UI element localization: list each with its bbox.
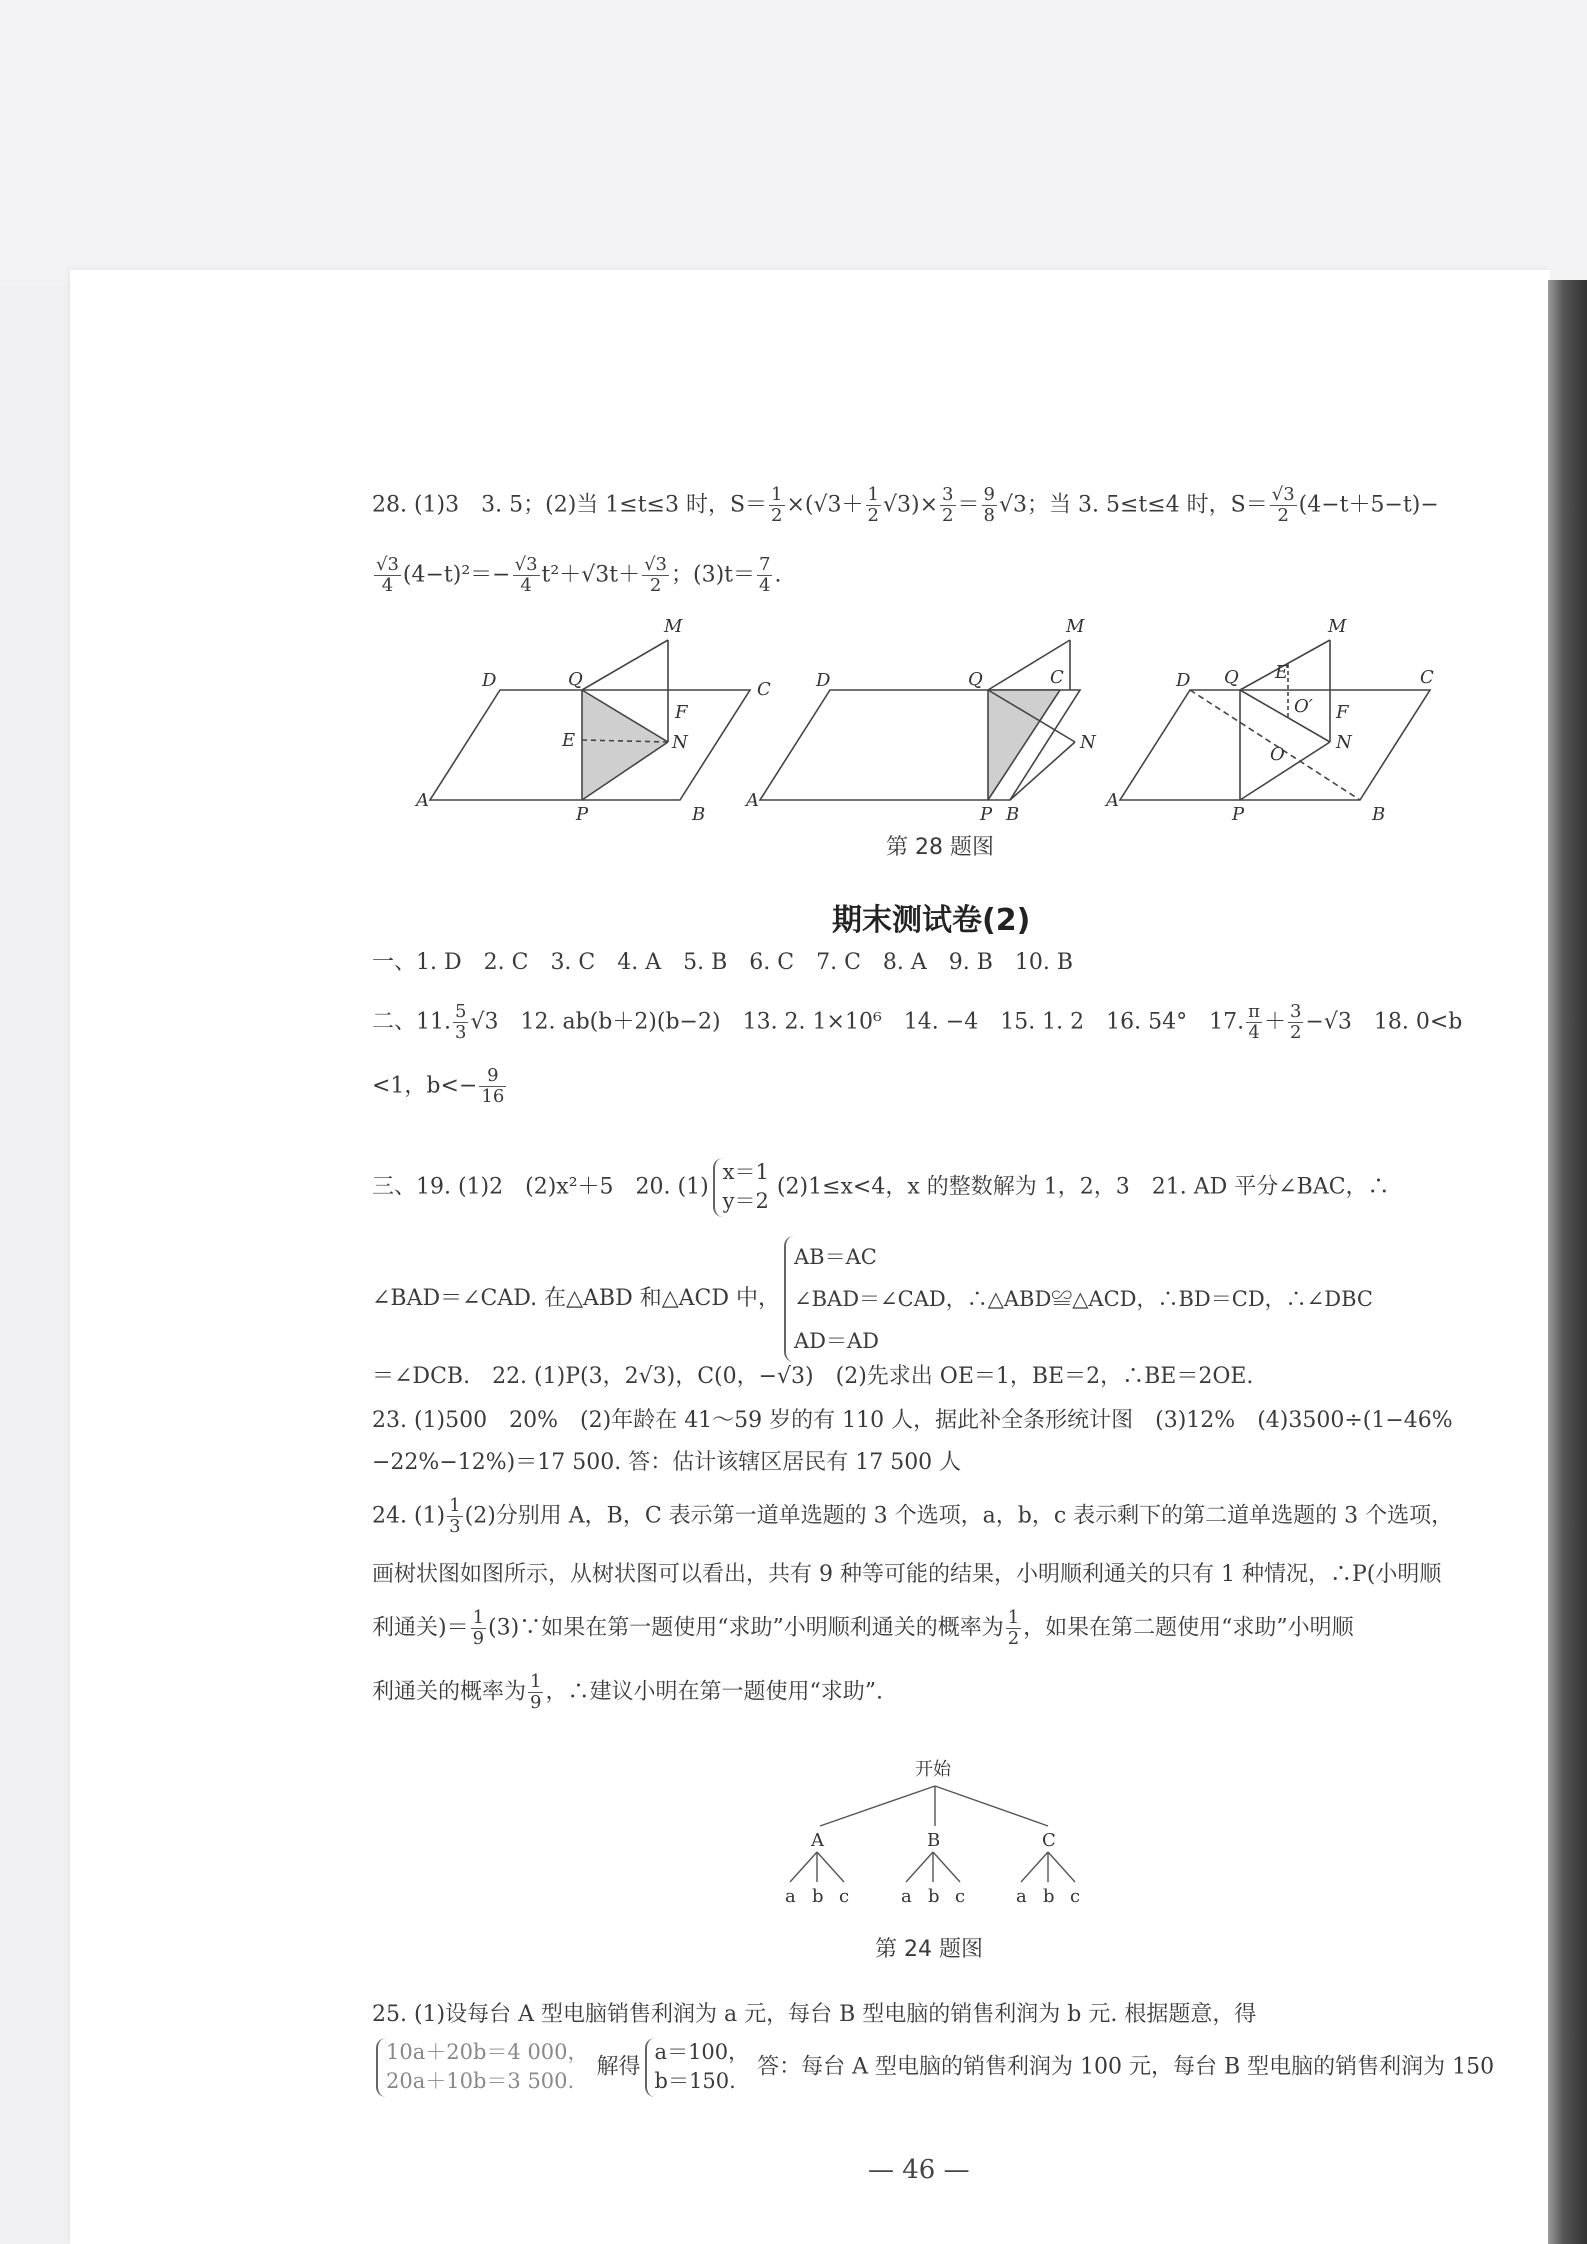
- tree-leaf-a: a: [785, 1886, 796, 1907]
- denominator: 4: [1248, 1021, 1260, 1043]
- tree-node-C: C: [1042, 1830, 1056, 1851]
- label-A: A: [1106, 790, 1119, 811]
- part-2-text: −√3 18. 0<b: [1305, 1009, 1463, 1035]
- q24-text: 24. (1): [372, 1503, 446, 1529]
- q28-text: (4−t)²＝−: [402, 562, 511, 588]
- numerator: √3: [514, 554, 538, 575]
- label-C: C: [1050, 667, 1064, 688]
- denominator: 16: [481, 1085, 505, 1107]
- q24-text: ，如果在第二题使用“求助”小明顺: [1023, 1615, 1354, 1641]
- page-edge-shadow: [1548, 280, 1587, 2244]
- denominator: 2: [942, 504, 954, 526]
- denominator: 3: [449, 1515, 461, 1537]
- fraction: [769, 485, 784, 526]
- q24-text: 利通关的概率为: [372, 1679, 527, 1705]
- tree-leaf-c: c: [955, 1886, 966, 1907]
- fraction: [1006, 1608, 1021, 1649]
- tree-root: 开始: [915, 1759, 951, 1780]
- numerator: √3: [376, 554, 399, 575]
- label-Q: Q: [968, 669, 983, 690]
- label-Q: Q: [1224, 667, 1239, 688]
- label-M: M: [664, 616, 683, 637]
- denominator: 4: [381, 574, 394, 596]
- q24-text: ，∴建议小明在第一题使用“求助”.: [545, 1679, 883, 1705]
- part-3-text: (2)1≤x<4，x 的整数解为 1，2，3 21. AD 平分∠BAC，∴: [776, 1174, 1390, 1200]
- q25-text: 答：每台 A 型电脑的销售利润为 100 元，每台 B 型电脑的销售利润为 150: [757, 2054, 1495, 2080]
- label-N: N: [1080, 732, 1096, 753]
- q28-text: t²＋√3t＋: [541, 562, 641, 588]
- tree-node-A: A: [811, 1830, 824, 1851]
- part-2-text: 二、11.: [372, 1009, 451, 1035]
- label-B: B: [692, 804, 706, 825]
- part-3-text: ∠BAD＝∠CAD. 在△ABD 和△ACD 中，: [372, 1286, 780, 1311]
- equation-system: [713, 1158, 773, 1217]
- tree-leaf-c: c: [839, 1886, 850, 1907]
- denominator: 9: [472, 1627, 485, 1649]
- denominator: 8: [983, 504, 995, 526]
- equation: x＝1: [722, 1160, 769, 1184]
- label-O-prime: O′: [1294, 696, 1313, 717]
- part-2-text: √3 12. ab(b＋2)(b−2) 13. 2. 1×10⁶ 14. −4 15. 1. 2 16. 54° 17.: [470, 1009, 1245, 1035]
- equation-system: [645, 2038, 754, 2097]
- fraction: [642, 555, 669, 596]
- part-2-line-2: [372, 1066, 508, 1107]
- equation: y＝2: [722, 1189, 769, 1214]
- label-P: P: [980, 804, 993, 825]
- label-N: N: [672, 732, 688, 753]
- denominator: 2: [1277, 504, 1289, 526]
- q24-line-1: [372, 1496, 1453, 1537]
- q25-text: 解得: [596, 2054, 641, 2080]
- tree-leaf-c: c: [1070, 1886, 1081, 1907]
- part-2-line-1: [372, 1002, 1462, 1043]
- denominator: 9: [530, 1691, 542, 1713]
- q28-text: 28. (1)3 3. 5；(2)当 1≤t≤3 时，S＝: [372, 492, 768, 518]
- fraction: [513, 555, 540, 596]
- page-number: — 46 —: [868, 2155, 970, 2185]
- label-E: E: [1275, 662, 1289, 683]
- label-P: P: [576, 804, 589, 825]
- denominator: 2: [1007, 1627, 1020, 1649]
- numerator: 5: [455, 1001, 467, 1022]
- q24-text: (3)∵如果在第一题使用“求助”小明顺利通关的概率为: [488, 1615, 1004, 1641]
- figure-28: [416, 610, 1450, 825]
- part-2-text: ＋: [1263, 1009, 1286, 1035]
- label-Q: Q: [568, 669, 583, 690]
- numerator: √3: [1271, 484, 1295, 505]
- tree-leaf-a: a: [901, 1886, 912, 1907]
- fraction: [1288, 1002, 1303, 1043]
- denominator: 2: [771, 504, 783, 526]
- part-3-text: 三、19. (1)2 (2)x²＋5 20. (1): [372, 1174, 709, 1200]
- figure-28-diagram-2: [760, 640, 1080, 800]
- equation: ∠BAD＝∠CAD，∴△ABD≌△ACD，∴BD＝CD，∴∠DBC: [794, 1287, 1373, 1311]
- equation: b＝150.: [654, 2069, 736, 2094]
- label-N: N: [1336, 732, 1352, 753]
- label-D: D: [1176, 670, 1191, 691]
- q28-text: ×(√3＋: [786, 492, 864, 518]
- label-O: O: [1270, 744, 1285, 765]
- q28-text: (4−t＋5−t)−: [1298, 492, 1439, 518]
- q25-line-1: 25. (1)设每台 A 型电脑销售利润为 a 元，每台 B 型电脑的销售利润为 b 元. 根据题意，得: [372, 2002, 1257, 2027]
- q24-text: (2)分别用 A，B，C 表示第一道单选题的 3 个选项，a，b，c 表示剩下的第二道单选题的 3 个选项，: [464, 1503, 1454, 1529]
- q24-line-4: [372, 1672, 883, 1713]
- numerator: 9: [479, 1066, 506, 1087]
- numerator: √3: [644, 554, 667, 575]
- q24-text: 利通关)＝: [372, 1615, 469, 1641]
- fraction: [479, 1066, 506, 1107]
- numerator: 9: [983, 484, 995, 505]
- figure-28-caption: 第 28 题图: [886, 835, 994, 860]
- q28-line-2: [372, 555, 781, 596]
- denominator: 2: [867, 504, 879, 526]
- q28-text: √3)×: [883, 492, 939, 518]
- equation-system: [784, 1236, 1377, 1362]
- fraction: [940, 485, 955, 526]
- label-A: A: [416, 790, 429, 811]
- q24-line-3: [372, 1608, 1354, 1649]
- denominator: 4: [520, 574, 532, 596]
- q28-line-1: [372, 485, 1439, 526]
- part-1-answers: 一、1. D 2. C 3. C 4. A 5. B 6. C 7. C 8. A 9. B 10. B: [372, 950, 1074, 975]
- q25-line-2: [372, 2038, 1494, 2097]
- equation-system: [376, 2038, 593, 2097]
- fraction: [1270, 485, 1297, 526]
- numerator: 1: [449, 1495, 461, 1516]
- equation: 10a＋20b＝4 000，: [386, 2040, 589, 2064]
- label-M: M: [1328, 616, 1347, 637]
- fraction: [757, 555, 772, 596]
- part-3-line-2: [372, 1236, 1381, 1362]
- fraction: [453, 1002, 468, 1043]
- fraction: [866, 485, 881, 526]
- figure-28-diagram-1: [430, 640, 750, 800]
- q28-text: √3；当 3. 5≤t≤4 时，S＝: [998, 492, 1268, 518]
- scan-background: [0, 0, 1587, 285]
- label-D: D: [482, 670, 497, 691]
- fraction: [982, 485, 997, 526]
- numerator: 3: [942, 484, 954, 505]
- q28-text: ；(3)t＝: [671, 562, 756, 588]
- tree-leaf-a: a: [1016, 1886, 1027, 1907]
- equation: AD＝AD: [794, 1329, 880, 1353]
- equation: 20a＋10b＝3 500.: [386, 2069, 575, 2094]
- label-P: P: [1232, 804, 1245, 825]
- equation: AB＝AC: [794, 1245, 877, 1269]
- fraction: [447, 1496, 462, 1537]
- section-title: 期末测试卷(2): [832, 903, 1031, 938]
- q28-text: ＝: [957, 492, 980, 518]
- figure-24-tree: [760, 1750, 1120, 1925]
- numerator: π: [1248, 1001, 1260, 1022]
- part-3-line-3: ＝∠DCB. 22. (1)P(3，2√3)，C(0，−√3) (2)先求出 OE＝1，BE＝2，∴BE＝2OE.: [372, 1364, 1254, 1389]
- part-2-text: <1，b<−: [372, 1073, 478, 1099]
- numerator: 7: [759, 554, 771, 575]
- fraction: [528, 1672, 543, 1713]
- label-B: B: [1006, 804, 1020, 825]
- label-D: D: [816, 670, 831, 691]
- fraction: [471, 1608, 486, 1649]
- numerator: 1: [1007, 1607, 1020, 1628]
- part-3-line-1: [372, 1158, 1390, 1217]
- tree-leaf-b: b: [812, 1886, 824, 1907]
- tree-node-B: B: [927, 1830, 941, 1851]
- denominator: 3: [455, 1021, 467, 1043]
- tree-leaf-b: b: [1043, 1886, 1055, 1907]
- label-C: C: [757, 679, 771, 700]
- part-3-line-4: 23. (1)500 20% (2)年龄在 41～59 岁的有 110 人，据此补全条形统计图 (3)12% (4)3500÷(1−46%: [372, 1408, 1453, 1433]
- label-F: F: [1336, 702, 1349, 723]
- label-E: E: [562, 730, 576, 751]
- numerator: 1: [530, 1671, 542, 1692]
- fraction: [374, 555, 401, 596]
- denominator: 2: [649, 574, 662, 596]
- label-F: F: [675, 702, 688, 723]
- numerator: 3: [1289, 1001, 1302, 1022]
- denominator: 4: [759, 574, 771, 596]
- numerator: 1: [771, 484, 783, 505]
- label-B: B: [1372, 804, 1386, 825]
- numerator: 1: [472, 1607, 485, 1628]
- equation: a＝100，: [654, 2040, 750, 2064]
- label-M: M: [1066, 616, 1085, 637]
- q24-line-2: 画树状图如图所示，从树状图可以看出，共有 9 种等可能的结果，小明顺利通关的只有 1 种情况，∴P(小明顺: [372, 1562, 1442, 1587]
- label-C: C: [1420, 667, 1434, 688]
- part-3-line-5: −22%−12%)＝17 500. 答：估计该辖区居民有 17 500 人: [372, 1450, 962, 1475]
- fraction: [1246, 1002, 1262, 1043]
- label-A: A: [746, 790, 759, 811]
- tree-leaf-b: b: [928, 1886, 940, 1907]
- figure-24-caption: 第 24 题图: [875, 1937, 983, 1962]
- q28-text: .: [774, 562, 782, 588]
- numerator: 1: [867, 484, 879, 505]
- denominator: 2: [1289, 1021, 1302, 1043]
